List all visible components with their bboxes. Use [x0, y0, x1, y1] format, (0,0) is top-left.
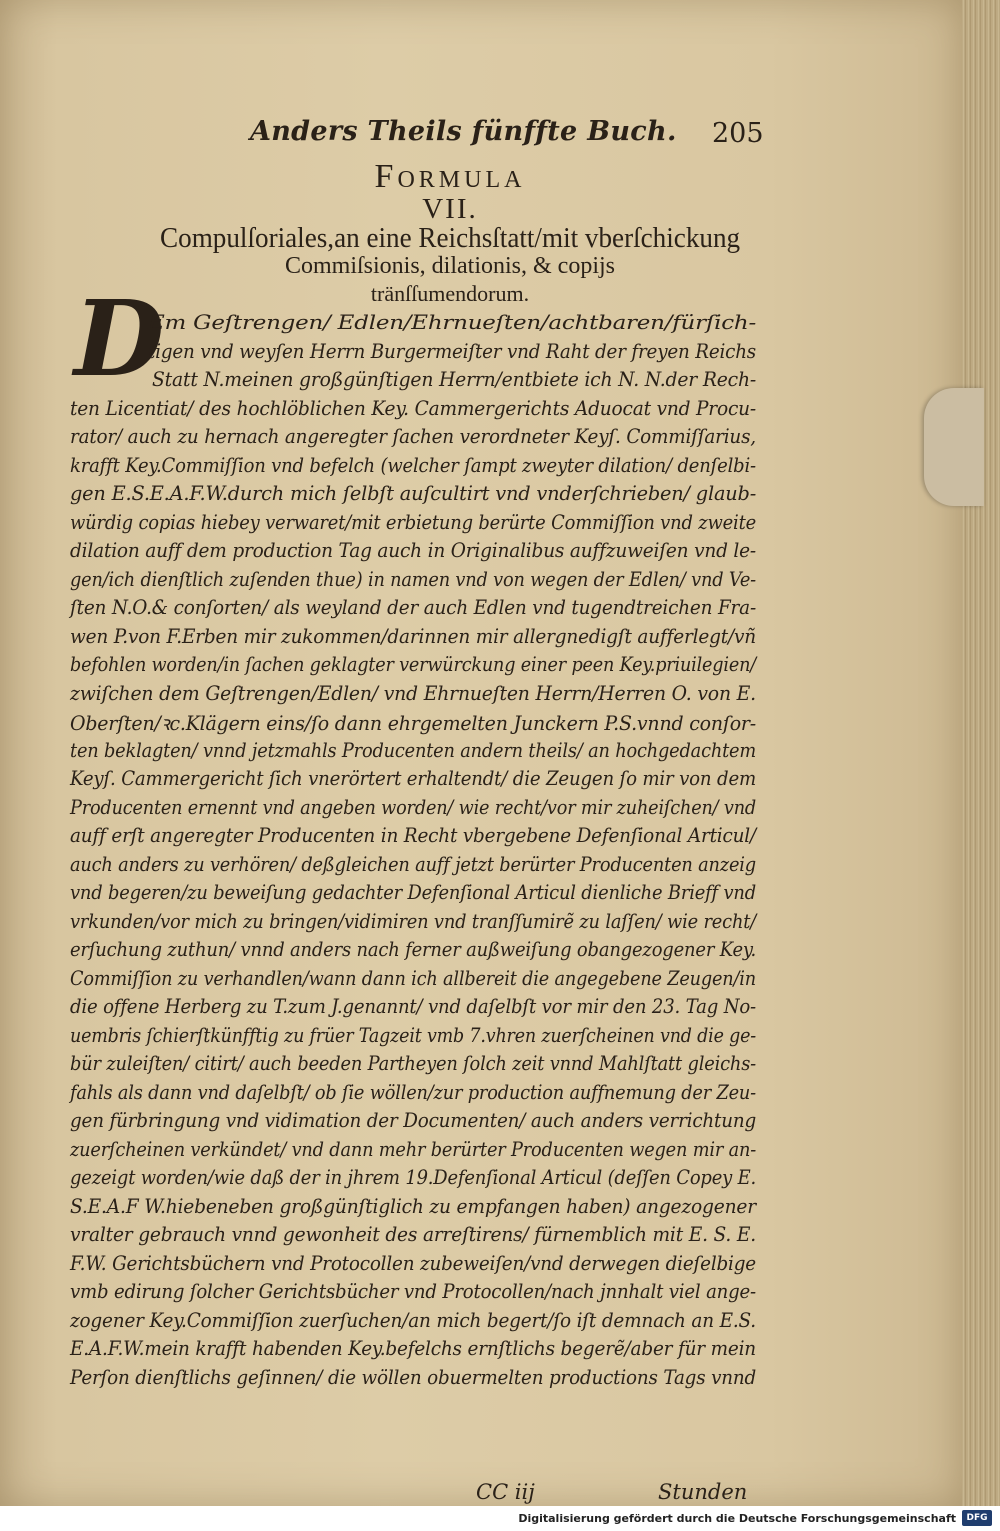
body-line: vralter gebrauch vnnd gewonheit des arreſtirens/ fürnemblich mit E. S. E. — [70, 1222, 756, 1246]
body-line: krafft Key.Commiſſion vnd befelch (welcher ſampt zweyter dilation/ denſelbi- — [70, 452, 756, 477]
body-line: gen fürbringung vnd vidimation der Documenten/ auch anders verrichtung — [70, 1108, 757, 1132]
body-line: vmb edirung ſolcher Gerichtsbücher vnd Protocollen/nach jnnhalt viel ange- — [70, 1279, 756, 1303]
body-line: rator/ auch zu hernach angeregter ſachen verordneter Keyſ. Commiſſarius, — [70, 424, 756, 448]
body-line: uembris ſchierſtkünfftig zu früer Tagzeit vmb 7.vhren zuerſcheinen vnd die ge- — [70, 1022, 757, 1047]
body-line: auff erſt angeregter Producenten in Recht vbergebene Defenſional Articul/ — [70, 823, 757, 847]
drop-cap: D — [74, 277, 165, 400]
body-line: ten beklagten/ vnnd jetzmahls Producenten andern theils/ an hochgedachtem — [70, 737, 757, 762]
body-line: vnd begeren/zu beweiſung gedachter Defenſional Articul dienliche Brieff vnd — [70, 880, 756, 904]
page-tab — [924, 388, 984, 506]
body-line: Producenten ernennt vnd angeben worden/ wie recht/vor mir zuheiſchen/ vnd — [70, 794, 757, 819]
body-line: fahls als dann vnd daſelbſt/ ob ſie wöllen/zur production auffnemung der Zeu- — [70, 1079, 756, 1104]
formula-title: Formula — [374, 158, 526, 195]
body-line: zwiſchen dem Geſtrengen/Edlen/ vnd Ehrnueſten Herrn/Herren O. von E. — [70, 680, 756, 705]
signature-mark: CC iij — [476, 1480, 535, 1504]
catchword: Stunden — [658, 1480, 748, 1504]
page-fore-edge — [962, 0, 1000, 1506]
subtitle-line-3: tränſſumendorum. — [370, 281, 530, 306]
body-line: wen P.von F.Erben mir zukommen/darinnen mir allergnedigſt aufferlegt/vñ — [70, 623, 756, 648]
body-line: gen E.S.E.A.F.W.durch mich ſelbſt auſcultirt vnd vnderſchrieben/ glaub- — [70, 481, 757, 505]
body-line: Keyſ. Cammergericht ſich vnerörtert erhaltendt/ die Zeugen ſo mir von dem — [70, 766, 757, 790]
footer-credit: Digitalisierung gefördert durch die Deutsche Forschungsgemeinschaft — [518, 1512, 956, 1525]
footer-bar — [0, 1506, 1000, 1531]
body-line: E.A.F.W.mein krafft habenden Key.befelchs ernſtlichs begerẽ/aber für mein — [70, 1336, 756, 1360]
body-line: erſuchung zuthun/ vnnd anders nach ferner außweiſung obangezogener Key. — [70, 937, 756, 961]
body-line: zuerſcheinen verkündet/ vnd dann mehr berürter Producenten wegen mir an- — [70, 1136, 757, 1161]
body-line: Em Geſtrengen/ Edlen/Ehrnueſten/achtbaren/fürſich- — [148, 310, 757, 334]
body-line: S.E.A.F W.hiebeneben großgünſtiglich zu empfangen haben) angezogener — [70, 1193, 756, 1218]
body-line: zogener Key.Commiſſion zuerſuchen/an mich begert/ſo iſt demnach an E.S. — [70, 1307, 756, 1332]
body-line: tigen vnd weyſen Herrn Burgermeiſter vnd Raht der freyen Reichs — [148, 338, 757, 363]
body-line: vrkunden/vor mich zu bringen/vidimiren vnd tranſſumirẽ zu laſſen/ wie recht/ — [70, 908, 757, 933]
running-head: Anders Theils fünffte Buch. — [250, 116, 677, 147]
body-line: dilation auff dem production Tag auch in Originalibus auffzuweiſen vnd le- — [70, 538, 756, 562]
formula-number: VII. — [422, 193, 478, 225]
body-line: bür zuleiſten/ citirt/ auch beeden Partheyen ſolch zeit vnnd Mahlſtatt gleichs- — [70, 1051, 756, 1075]
subtitle-line-1: Compulſoriales,an eine Reichsſtatt/mit vberſchickung — [159, 222, 741, 254]
body-line: Oberſten/ꝛc.Klägern eins/ſo dann ehrgemelten Junckern P.S.vnnd conſor- — [70, 711, 757, 735]
body-line: Perſon dienſtlichs geſinnen/ die wöllen obuermelten productions Tags vnnd — [70, 1364, 757, 1389]
dfg-logo: DFG — [962, 1510, 992, 1526]
body-line: gezeigt worden/wie daß der in jhrem 19.Defenſional Articul (deſſen Copey E. — [70, 1165, 756, 1189]
body-line: ten Licentiat/ des hochlöblichen Key. Cammergerichts Aduocat vnd Procu- — [70, 395, 757, 420]
subtitle-line-2: Commiſsionis, dilationis, & copijs — [284, 253, 616, 279]
body-line: befohlen worden/in ſachen geklagter verwürckung einer peen Key.priuilegien/ — [70, 652, 756, 676]
page-number: 205 — [712, 118, 764, 149]
body-line: Commiſſion zu verhandlen/wann dann ich allbereit die angegebene Zeugen/in — [70, 965, 756, 990]
body-line: würdig copias hiebey verwaret/mit erbietung berürte Commiſſion vnd zweite — [70, 509, 756, 534]
body-line: auch anders zu verhören/ deßgleichen auff jetzt berürter Producenten anzeig — [70, 851, 756, 876]
body-line: F.W. Gerichtsbüchern vnd Protocollen zubeweiſen/vnd derwegen dieſelbige — [70, 1250, 756, 1275]
body-line: die offene Herberg zu T.zum J.genannt/ vnd daſelbſt vor mir den 23. Tag No- — [70, 994, 756, 1018]
body-line: ſten N.O.& conſorten/ als weyland der auch Edlen vnd tugendtreichen Fra- — [70, 595, 756, 619]
body-line: Statt N.meinen großgünſtigen Herrn/entbiete ich N. N.der Rech- — [152, 367, 757, 391]
body-line: gen/ich dienſtlich zuſenden thue) in namen vnd von wegen der Edlen/ vnd Ve- — [70, 566, 757, 591]
